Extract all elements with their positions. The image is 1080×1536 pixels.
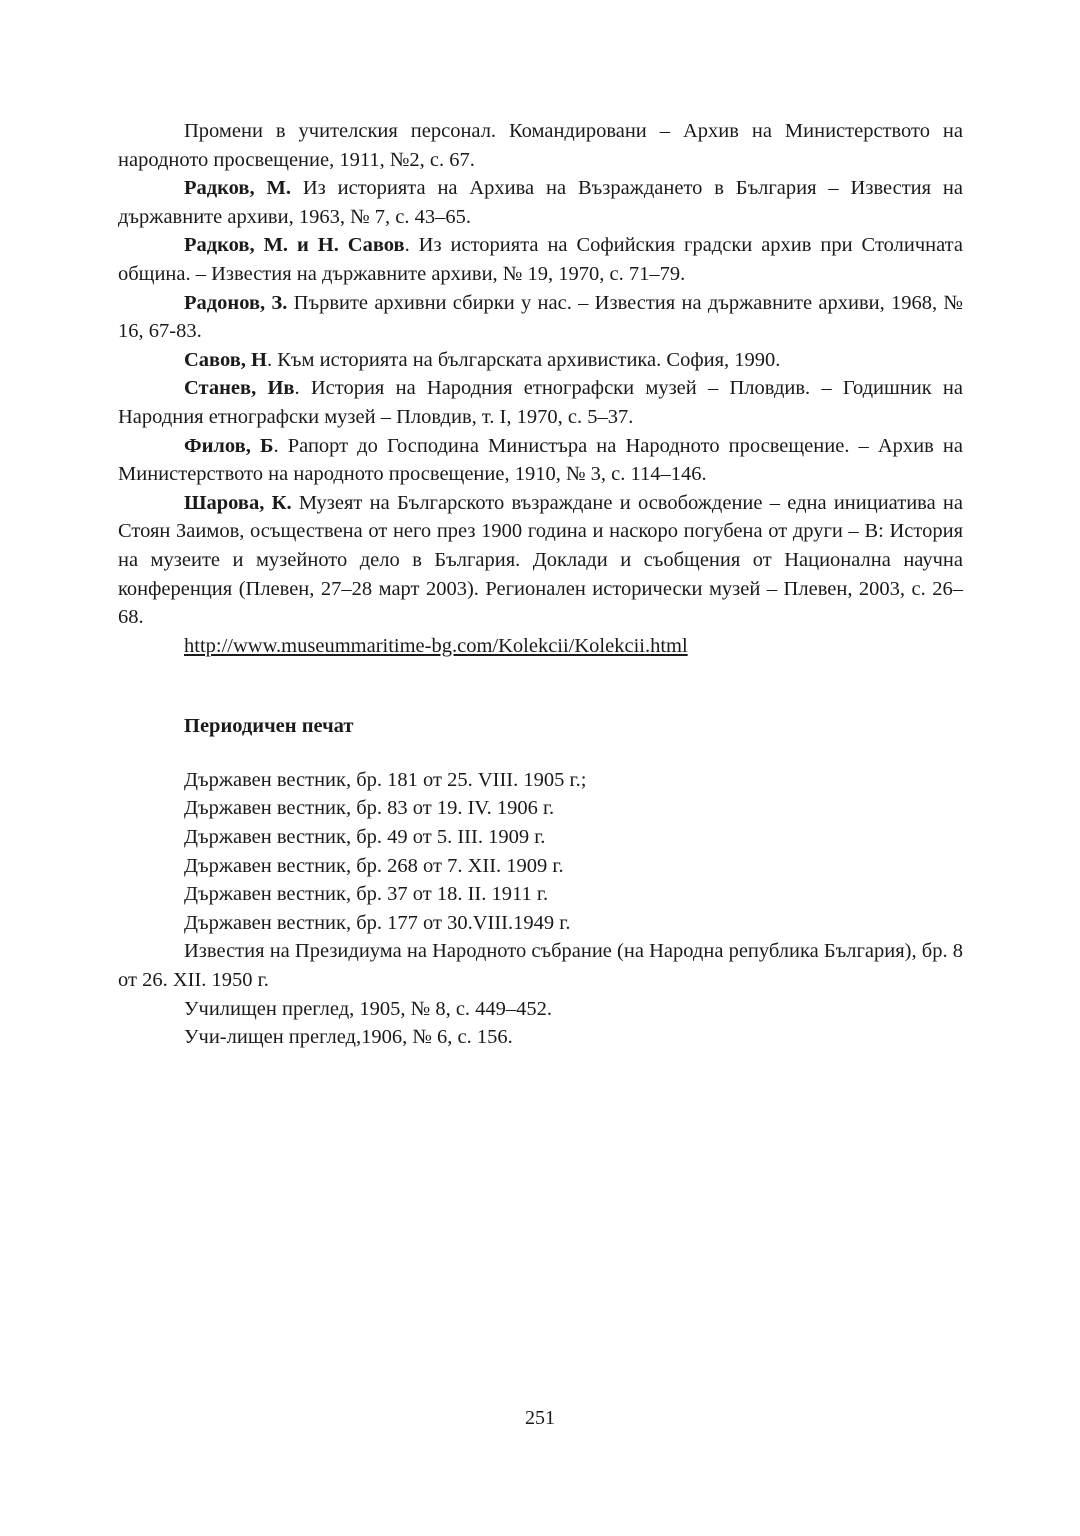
entry-text: Из историята на Архива на Възраждането в България – Известия на държавните архиви, 1963, № 7, с. 43–65. [118, 177, 964, 228]
section-title: Периодичен печат [184, 715, 354, 738]
bibliography-entry [118, 489, 963, 632]
press-item: Известия на Президиума на Народното събрание (на Народна република България), бр. 8 от 26. XII. 1950 г. [118, 940, 963, 992]
press-item: Държавен вестник, бр. 181 от 25. VIII. 1905 г.; [184, 768, 587, 791]
entry-text: . Рапорт до Господина Министъра на Народното просвещение. – Архив на Министерството на народното просвещение, 1910, № 3, с. 114–146. [118, 434, 963, 486]
bibliography-entry [118, 231, 963, 288]
press-item: Държавен вестник, бр. 49 от 5. III. 1909 г. [184, 826, 546, 849]
press-item: Държавен вестник, бр. 83 от 19. IV. 1906 г. [184, 797, 555, 820]
bibliography-list [118, 117, 963, 660]
bibliography-entry [118, 117, 963, 174]
press-item: Държавен вестник, бр. 177 от 30.VIII.1949 г. [184, 911, 571, 934]
entry-text: Музеят на Българското възраждане и освобождение – една инициатива на Стоян Заимов, осъществена от него през 1900 година и наскоро погубена от други – В: История на музеите и музейното дело в България. Доклади и съобщения от Национална научна конференция (Плевен, 27–28 март 2003). Регионален исторически музей – Плевен, 2003, с. 26–68. [118, 491, 963, 629]
press-item: Учи-лищен преглед,1906, № 6, с. 156. [184, 1026, 513, 1049]
entry-author: Шарова, К. [184, 491, 292, 514]
entry-author: Филов, Б [184, 434, 274, 457]
entry-text: Първите архивни сбирки у нас. – Известия на държавните архиви, 1968, № 16, 67-83. [118, 291, 963, 343]
press-item: Държавен вестник, бр. 268 от 7. XII. 1909 г. [184, 854, 564, 877]
museum-link[interactable]: http://www.museummaritime-bg.com/Kolekcii/Kolekcii.html [184, 634, 688, 657]
page-content [118, 117, 963, 1052]
entry-text: . Из историята на Софийския градски архив при Столичната община. – Известия на държавните архиви, № 19, 1970, с. 71–79. [118, 234, 963, 285]
entry-author: Савов, Н [184, 348, 267, 371]
entry-author: Радков, М. и Н. Савов [184, 234, 405, 257]
page-number: 251 [525, 1407, 555, 1429]
bibliography-entry [118, 432, 963, 489]
periodical-press-list [118, 766, 963, 1052]
press-item: Училищен преглед, 1905, № 8, с. 449–452. [184, 997, 553, 1020]
bibliography-entry [118, 374, 963, 431]
bibliography-entry [118, 174, 963, 231]
entry-text: . История на Народния етнографски музей – Пловдив. – Годишник на Народния етнографски музей – Пловдив, т. I, 1970, с. 5–37. [118, 377, 964, 428]
entry-author: Станев, Ив [184, 377, 295, 400]
bibliography-entry [118, 289, 963, 346]
entry-author: Радков, М. [184, 177, 291, 200]
entry-text: Промени в учителския персонал. Командировани – Архив на Министерството на народното просвещение, 1911, №2, с. 67. [118, 120, 963, 171]
entry-author: Радонов, З. [184, 291, 288, 314]
bibliography-entry [118, 346, 963, 375]
press-item: Държавен вестник, бр. 37 от 18. II. 1911 г. [184, 883, 549, 906]
entry-text: . Към историята на българската архивистика. София, 1990. [267, 348, 781, 371]
